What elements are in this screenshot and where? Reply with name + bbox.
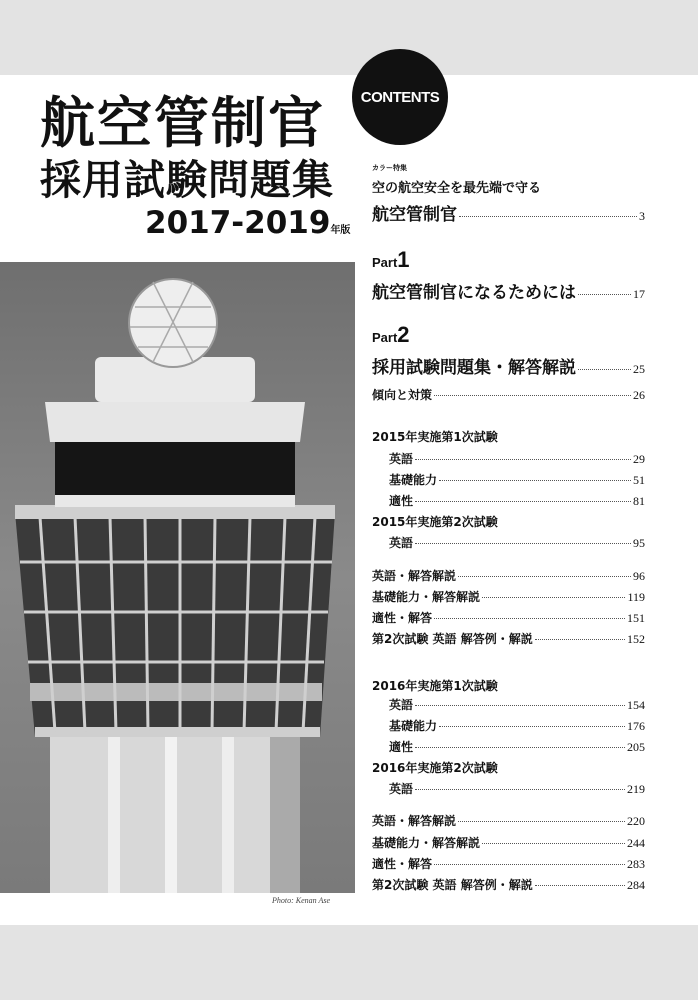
part1-heading: [372, 247, 410, 273]
section-2016-second: 2016年実施第2次試験: [372, 761, 498, 775]
leader-dots: [458, 821, 625, 822]
edition: 年版: [330, 225, 351, 236]
toc-entry[interactable]: [372, 471, 645, 488]
toc-label: 英語・解答解説: [372, 814, 457, 828]
toc-entry[interactable]: [372, 450, 645, 467]
toc-page: 51: [633, 473, 645, 487]
toc-page: 176: [627, 719, 645, 733]
book-subtitle: 採用試験問題集: [40, 156, 334, 204]
leader-dots: [434, 618, 625, 619]
part-word: Part: [372, 255, 398, 270]
leader-dots: [578, 369, 631, 370]
toc-page: 152: [627, 632, 645, 646]
leader-dots: [415, 501, 631, 502]
toc-label: 適性: [389, 740, 414, 754]
toc-entry[interactable]: [372, 876, 645, 893]
leader-dots: [439, 726, 625, 727]
toc-label: 第2次試験 英語 解答例・解説: [372, 878, 533, 892]
part2-heading: [372, 322, 410, 348]
toc-page: 220: [627, 814, 645, 828]
section-2015-second: 2015年実施第2次試験: [372, 515, 498, 529]
years: 2017-2019: [145, 205, 331, 241]
feature-subtitle: 空の航空安全を最先端で守る: [372, 181, 542, 196]
toc-entry[interactable]: [372, 534, 645, 551]
toc-label: 基礎能力・解答解説: [372, 836, 481, 850]
toc-label: 傾向と対策: [372, 388, 433, 402]
toc-page: 154: [627, 698, 645, 712]
toc-entry[interactable]: [372, 609, 645, 626]
toc-entry[interactable]: [372, 717, 645, 734]
toc-page: 26: [633, 388, 645, 402]
leader-dots: [415, 459, 631, 460]
toc-page: 95: [633, 536, 645, 550]
toc-page: 284: [627, 878, 645, 892]
leader-dots: [415, 747, 625, 748]
toc-entry[interactable]: [372, 834, 645, 851]
toc-page: 244: [627, 836, 645, 850]
part-number: 1: [397, 247, 410, 272]
toc-entry[interactable]: [372, 812, 645, 829]
toc-label: 基礎能力・解答解説: [372, 590, 481, 604]
toc-label: 英語: [389, 536, 414, 550]
toc-page: 81: [633, 494, 645, 508]
toc-label: 基礎能力: [389, 473, 438, 487]
leader-dots: [458, 576, 631, 577]
toc-label: 英語: [389, 452, 414, 466]
toc-entry[interactable]: [372, 738, 645, 755]
control-tower-illustration: [0, 262, 355, 893]
contents-badge: CONTENTS: [352, 49, 448, 145]
toc-entry-part1[interactable]: [372, 278, 645, 303]
toc-page: 3: [639, 209, 645, 223]
toc-entry[interactable]: [372, 855, 645, 872]
toc-entry-feature[interactable]: [372, 200, 645, 225]
leader-dots: [415, 543, 631, 544]
toc-entry[interactable]: [372, 780, 645, 797]
leader-dots: [482, 597, 625, 598]
toc-page: 25: [633, 362, 645, 376]
leader-dots: [415, 789, 625, 790]
leader-dots: [434, 395, 631, 396]
leader-dots: [535, 639, 625, 640]
leader-dots: [535, 885, 625, 886]
toc-label: 基礎能力: [389, 719, 438, 733]
section-2016-first: 2016年実施第1次試験: [372, 679, 498, 693]
toc-label: 適性・解答: [372, 857, 433, 871]
toc-page: 119: [627, 590, 645, 604]
leader-dots: [439, 480, 631, 481]
toc-entry-trend[interactable]: [372, 386, 645, 403]
book-title: 航空管制官: [40, 91, 326, 155]
toc-label: 英語: [389, 698, 414, 712]
toc-page: 151: [627, 611, 645, 625]
toc-label: 英語・解答解説: [372, 569, 457, 583]
feature-tag: カラー特集: [372, 164, 407, 172]
photo-credit: Photo: Kenan Ase: [272, 896, 331, 905]
book-years: [145, 205, 350, 249]
toc-page: 29: [633, 452, 645, 466]
toc-label: 航空管制官: [372, 205, 457, 225]
toc-page: 283: [627, 857, 645, 871]
leader-dots: [415, 705, 625, 706]
toc-entry-part2[interactable]: [372, 353, 645, 378]
toc-entry[interactable]: [372, 630, 645, 647]
toc-entry[interactable]: [372, 588, 645, 605]
toc-label: 適性・解答: [372, 611, 433, 625]
leader-dots: [434, 864, 625, 865]
toc-label: 適性: [389, 494, 414, 508]
toc-entry[interactable]: [372, 567, 645, 584]
control-tower-photo: [0, 262, 355, 893]
section-2015-first: 2015年実施第1次試験: [372, 430, 498, 444]
toc-entry[interactable]: [372, 696, 645, 713]
leader-dots: [578, 294, 631, 295]
leader-dots: [459, 216, 637, 217]
part-word: Part: [372, 330, 398, 345]
toc-label: 採用試験問題集・解答解説: [372, 358, 576, 378]
toc-label: 英語: [389, 782, 414, 796]
toc-label: 第2次試験 英語 解答例・解説: [372, 632, 533, 646]
toc-label: 航空管制官になるためには: [372, 283, 576, 303]
toc-entry[interactable]: [372, 492, 645, 509]
toc-page: 219: [627, 782, 645, 796]
toc-page: 17: [633, 287, 645, 301]
leader-dots: [482, 843, 625, 844]
part-number: 2: [397, 322, 410, 347]
toc-page: 205: [627, 740, 645, 754]
toc-page: 96: [633, 569, 645, 583]
